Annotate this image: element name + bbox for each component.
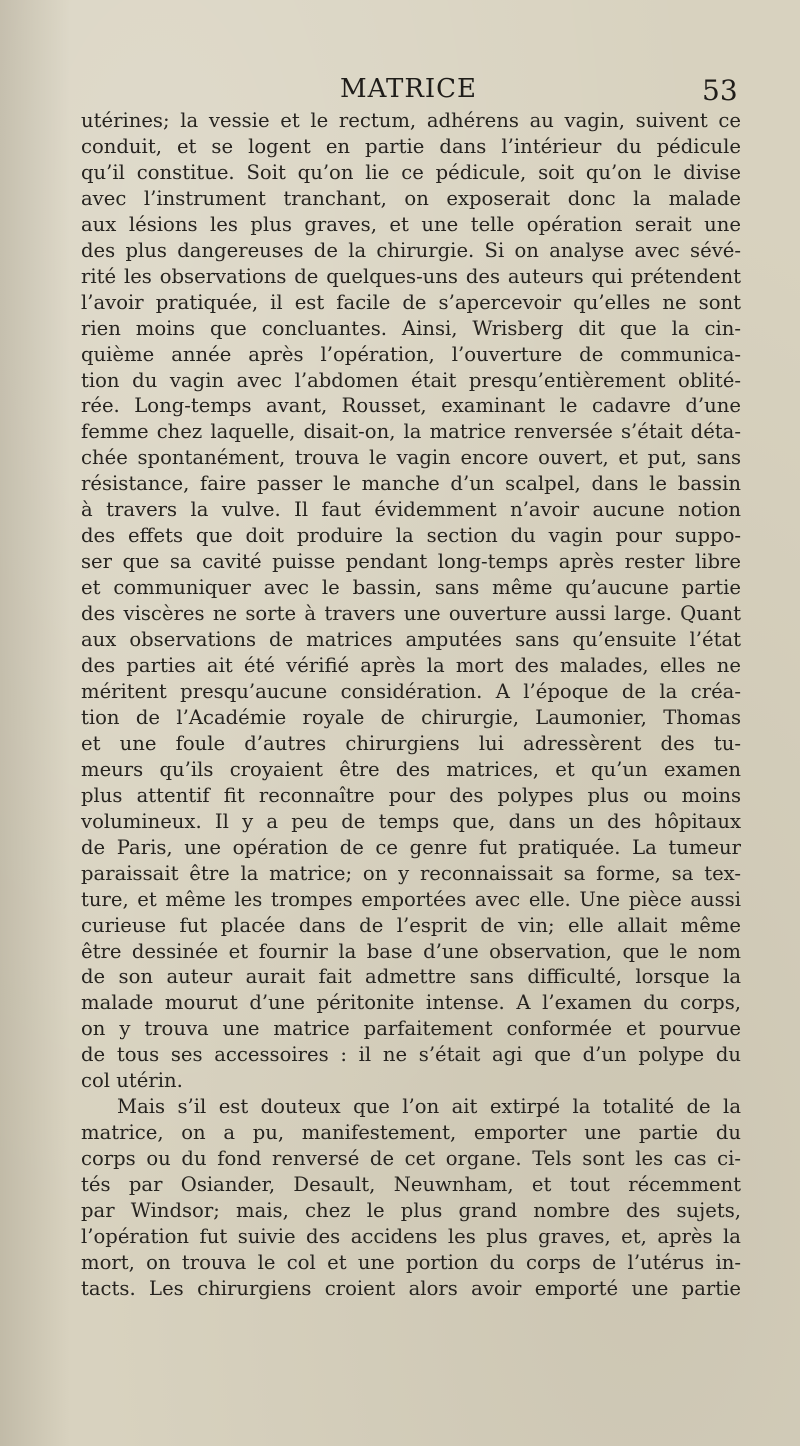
text-line: Mais s’il est douteux que l’on ait extirpé la totalité de la <box>117 1095 741 1119</box>
text-line: utérines; la vessie et le rectum, adhérens au vagin, suivent ce <box>81 109 741 132</box>
text-line: de son auteur aurait fait admettre sans difficulté, lorsque la <box>81 965 741 989</box>
text-line: de tous ses accessoires : il ne s’était agi que d’un polype du <box>81 1043 741 1067</box>
text-line: col utérin. <box>81 1069 183 1093</box>
text-line: avec l’instrument tranchant, on exposerait donc la malade <box>81 186 741 210</box>
text-line: aux observations de matrices amputées sans qu’ensuite l’état <box>81 628 741 652</box>
text-line: tion de l’Académie royale de chirurgie, Laumonier, Thomas <box>81 705 741 729</box>
text-line: femme chez laquelle, disait-on, la matrice renversée s’était déta- <box>81 420 741 444</box>
text-line: chée spontanément, trouva le vagin encore ouvert, et put, sans <box>81 446 741 470</box>
text-line: rien moins que concluantes. Ainsi, Wrisberg dit que la cin- <box>81 316 741 340</box>
page-header <box>0 74 800 108</box>
text-line: aux lésions les plus graves, et une telle opération serait une <box>81 212 741 236</box>
body-text <box>81 108 741 1302</box>
text-line: l’avoir pratiquée, il est facile de s’apercevoir qu’elles ne sont <box>81 290 741 314</box>
text-line: mort, on trouva le col et une portion du corps de l’utérus in- <box>81 1250 741 1274</box>
text-line: des effets que doit produire la section du vagin pour suppo- <box>81 524 741 548</box>
text-line: paraissait être la matrice; on y reconnaissait sa forme, sa tex- <box>81 861 741 885</box>
text-line: tés par Osiander, Desault, Neuwnham, et tout récemment <box>81 1173 741 1197</box>
text-line: méritent presqu’aucune considération. A l’époque de la créa- <box>81 679 741 703</box>
text-line: par Windsor; mais, chez le plus grand nombre des sujets, <box>81 1199 741 1223</box>
text-line: plus attentif fit reconnaître pour des polypes plus ou moins <box>81 783 741 807</box>
text-line: rée. Long-temps avant, Rousset, examinant le cadavre d’une <box>81 394 741 418</box>
page-number: 53 <box>702 74 738 107</box>
text-line: volumineux. Il y a peu de temps que, dans un des hôpitaux <box>81 809 741 833</box>
text-line: des parties ait été vérifié après la mort des malades, elles ne <box>81 654 741 678</box>
text-line: résistance, faire passer le manche d’un scalpel, dans le bassin <box>81 472 741 496</box>
text-line: tacts. Les chirurgiens croient alors avoir emporté une partie <box>81 1276 741 1300</box>
text-line: matrice, on a pu, manifestement, emporter une partie du <box>81 1121 741 1145</box>
text-line: et une foule d’autres chirurgiens lui adressèrent des tu- <box>81 731 741 755</box>
page-gutter-shadow <box>0 0 70 1446</box>
text-line: on y trouva une matrice parfaitement conformée et pourvue <box>81 1017 741 1041</box>
text-line: de Paris, une opération de ce genre fut pratiquée. La tumeur <box>81 835 741 859</box>
text-line: curieuse fut placée dans de l’esprit de vin; elle allait même <box>81 913 741 937</box>
paragraph <box>81 108 741 1094</box>
text-line: des plus dangereuses de la chirurgie. Si on analyse avec sévé- <box>81 238 741 262</box>
text-line: qu’il constitue. Soit qu’on lie ce pédicule, soit qu’on le divise <box>81 160 741 184</box>
text-line: corps ou du fond renversé de cet organe. Tels sont les cas ci- <box>81 1147 741 1171</box>
text-line: ture, et même les trompes emportées avec elle. Une pièce aussi <box>81 887 741 911</box>
text-line: rité les observations de quelques-uns des auteurs qui prétendent <box>81 264 741 288</box>
text-line: l’opération fut suivie des accidens les plus graves, et, après la <box>81 1224 741 1248</box>
text-line: à travers la vulve. Il faut évidemment n’avoir aucune notion <box>81 498 741 522</box>
text-line: et communiquer avec le bassin, sans même qu’aucune partie <box>81 576 741 600</box>
text-line: meurs qu’ils croyaient être des matrices, et qu’un examen <box>81 757 741 781</box>
text-line: des viscères ne sorte à travers une ouverture aussi large. Quant <box>81 602 741 626</box>
text-line: tion du vagin avec l’abdomen était presqu’entièrement oblité- <box>81 368 741 392</box>
text-line: conduit, et se logent en partie dans l’intérieur du pédicule <box>81 134 741 158</box>
running-title: MATRICE <box>340 74 478 104</box>
text-line: ser que sa cavité puisse pendant long-temps après rester libre <box>81 550 741 574</box>
text-line: être dessinée et fournir la base d’une observation, que le nom <box>81 939 741 963</box>
text-line: quième année après l’opération, l’ouverture de communica- <box>81 342 741 366</box>
paragraph <box>81 1094 741 1302</box>
text-line: malade mourut d’une péritonite intense. A l’examen du corps, <box>81 991 741 1015</box>
